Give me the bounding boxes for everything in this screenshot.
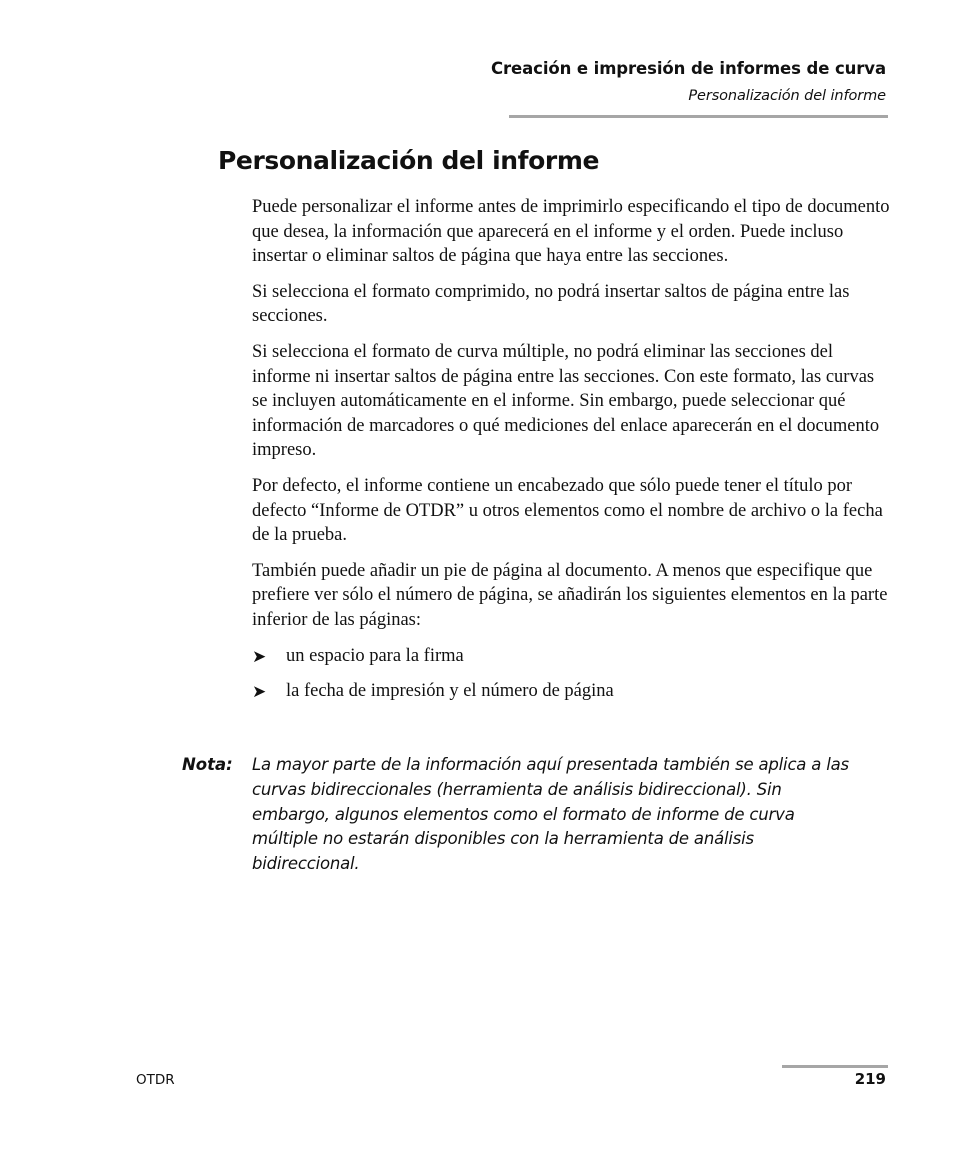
list-item-text: un espacio para la firma <box>286 645 464 666</box>
list-item-text: la fecha de impresión y el número de página <box>286 681 614 702</box>
running-section-subtitle: Personalización del informe <box>688 88 886 104</box>
paragraph: Puede personalizar el informe antes de imprimirlo especificando el tipo de documento que desea, la información que aparecerá en el informe y el orden. Puede incluso insertar o eliminar saltos de página que haya entre las secciones. <box>252 197 890 267</box>
header-rule <box>509 115 888 118</box>
note-text: La mayor parte de la información aquí presentada también se aplica a las curvas bidireccionales (herramienta de análisis bidireccional). Sin embargo, algunos elementos como el formato de informe de curva múltiple no estarán disponibles con la herramienta de análisis bidireccional. <box>252 755 849 874</box>
list-item <box>252 679 892 704</box>
footer-rule <box>782 1065 888 1068</box>
page-number: 219 <box>854 1070 886 1088</box>
body-text <box>252 195 892 715</box>
arrow-bullet-icon: ➤ <box>252 682 267 703</box>
footer-product-name: OTDR <box>136 1072 175 1088</box>
paragraph: Por defecto, el informe contiene un encabezado que sólo puede tener el título por defecto “Informe de OTDR” u otros elementos como el nombre de archivo o la fecha de la prueba. <box>252 475 883 546</box>
paragraph: Si selecciona el formato de curva múltiple, no podrá eliminar las secciones del informe ni insertar saltos de página entre las secciones. Con este formato, las curvas se incluyen automáticamente en el informe. Sin embargo, puede seleccionar qué información de marcadores o qué mediciones del enlace aparecerán en el documento impreso. <box>252 341 880 461</box>
paragraph: Si selecciona el formato comprimido, no podrá insertar saltos de página entre las secciones. <box>252 281 850 327</box>
paragraph: También puede añadir un pie de página al documento. A menos que especifique que prefiere ver sólo el número de página, se añadirán los siguientes elementos en la parte inferior de las páginas: <box>252 560 888 630</box>
arrow-bullet-icon: ➤ <box>252 646 267 667</box>
bullet-list <box>252 644 892 704</box>
running-head <box>491 58 886 106</box>
note-label: Nota: <box>182 755 233 774</box>
page-title: Personalización del informe <box>218 146 600 175</box>
running-chapter-title: Creación e impresión de informes de curva <box>490 59 886 78</box>
list-item <box>252 644 892 669</box>
